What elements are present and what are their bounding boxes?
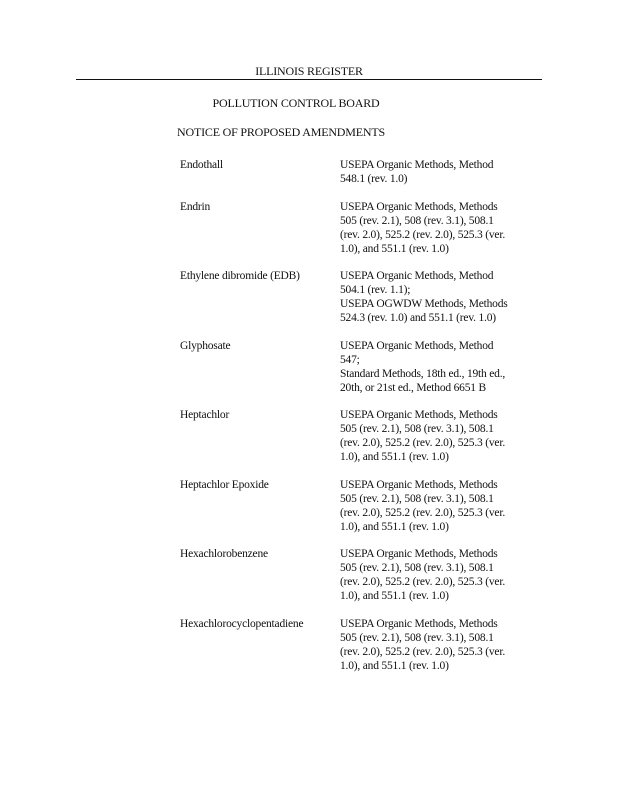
method-line: 505 (rev. 2.1), 508 (rev. 3.1), 508.1	[340, 423, 494, 435]
board-title: POLLUTION CONTROL BOARD	[212, 96, 380, 110]
method-line: 1.0), and 551.1 (rev. 1.0)	[340, 659, 449, 672]
method-line: 505 (rev. 2.1), 508 (rev. 3.1), 508.1	[340, 492, 494, 505]
method-line: 505 (rev. 2.1), 508 (rev. 3.1), 508.1	[340, 631, 494, 644]
list-item	[180, 617, 560, 673]
method-line: 1.0), and 551.1 (rev. 1.0)	[340, 451, 449, 463]
contaminant-name: Glyphosate	[180, 339, 231, 352]
method-line: Standard Methods, 18th ed., 19th ed.,	[340, 367, 506, 380]
method-line: 548.1 (rev. 1.0)	[340, 173, 408, 185]
method-line: USEPA Organic Methods, Methods	[340, 548, 498, 560]
list-item	[180, 339, 560, 395]
analytical-methods	[340, 408, 560, 464]
method-line: USEPA OGWDW Methods, Methods	[340, 298, 508, 310]
method-line: 20th, or 21st ed., Method 6651 B	[340, 381, 486, 394]
method-line: 1.0), and 551.1 (rev. 1.0)	[340, 242, 449, 255]
analytical-methods	[340, 339, 560, 395]
register-title: ILLINOIS REGISTER	[76, 65, 542, 80]
analytical-methods	[340, 158, 560, 186]
method-line: 1.0), and 551.1 (rev. 1.0)	[340, 520, 449, 533]
method-line: 505 (rev. 2.1), 508 (rev. 3.1), 508.1	[340, 562, 494, 574]
method-line: USEPA Organic Methods, Method	[340, 339, 494, 352]
analytical-methods	[340, 269, 560, 325]
list-item	[180, 158, 560, 186]
list-item	[180, 547, 560, 603]
contaminant-method-list	[180, 158, 560, 686]
contaminant-name: Endothall	[180, 159, 223, 171]
method-line: USEPA Organic Methods, Method	[340, 159, 494, 171]
method-line: 504.1 (rev. 1.1);	[340, 284, 411, 296]
method-line: (rev. 2.0), 525.2 (rev. 2.0), 525.3 (ver.	[340, 437, 505, 449]
method-line: USEPA Organic Methods, Methods	[340, 478, 498, 491]
notice-title: NOTICE OF PROPOSED AMENDMENTS	[177, 125, 385, 139]
method-line: USEPA Organic Methods, Method	[340, 270, 494, 282]
method-line: 505 (rev. 2.1), 508 (rev. 3.1), 508.1	[340, 214, 494, 227]
list-item	[180, 269, 560, 325]
contaminant-name: Heptachlor Epoxide	[180, 478, 269, 491]
method-line: (rev. 2.0), 525.2 (rev. 2.0), 525.3 (ver.	[340, 576, 505, 588]
analytical-methods	[340, 547, 560, 603]
method-line: 547;	[340, 353, 360, 366]
method-line: (rev. 2.0), 525.2 (rev. 2.0), 525.3 (ver.	[340, 645, 505, 658]
contaminant-name: Ethylene dibromide (EDB)	[180, 270, 300, 282]
contaminant-name: Heptachlor	[180, 409, 230, 421]
analytical-methods	[340, 478, 560, 534]
analytical-methods	[340, 617, 560, 673]
contaminant-name: Endrin	[180, 200, 211, 213]
method-line: USEPA Organic Methods, Methods	[340, 409, 498, 421]
method-line: USEPA Organic Methods, Methods	[340, 617, 498, 630]
analytical-methods	[340, 200, 560, 256]
method-line: USEPA Organic Methods, Methods	[340, 200, 498, 213]
contaminant-name: Hexachlorobenzene	[180, 548, 268, 560]
method-line: (rev. 2.0), 525.2 (rev. 2.0), 525.3 (ver.	[340, 506, 505, 519]
method-line: 524.3 (rev. 1.0) and 551.1 (rev. 1.0)	[340, 312, 496, 324]
list-item	[180, 200, 560, 256]
list-item	[180, 408, 560, 464]
contaminant-name: Hexachlorocyclopentadiene	[180, 617, 304, 630]
method-line: (rev. 2.0), 525.2 (rev. 2.0), 525.3 (ver.	[340, 228, 505, 241]
list-item	[180, 478, 560, 534]
method-line: 1.0), and 551.1 (rev. 1.0)	[340, 590, 449, 602]
